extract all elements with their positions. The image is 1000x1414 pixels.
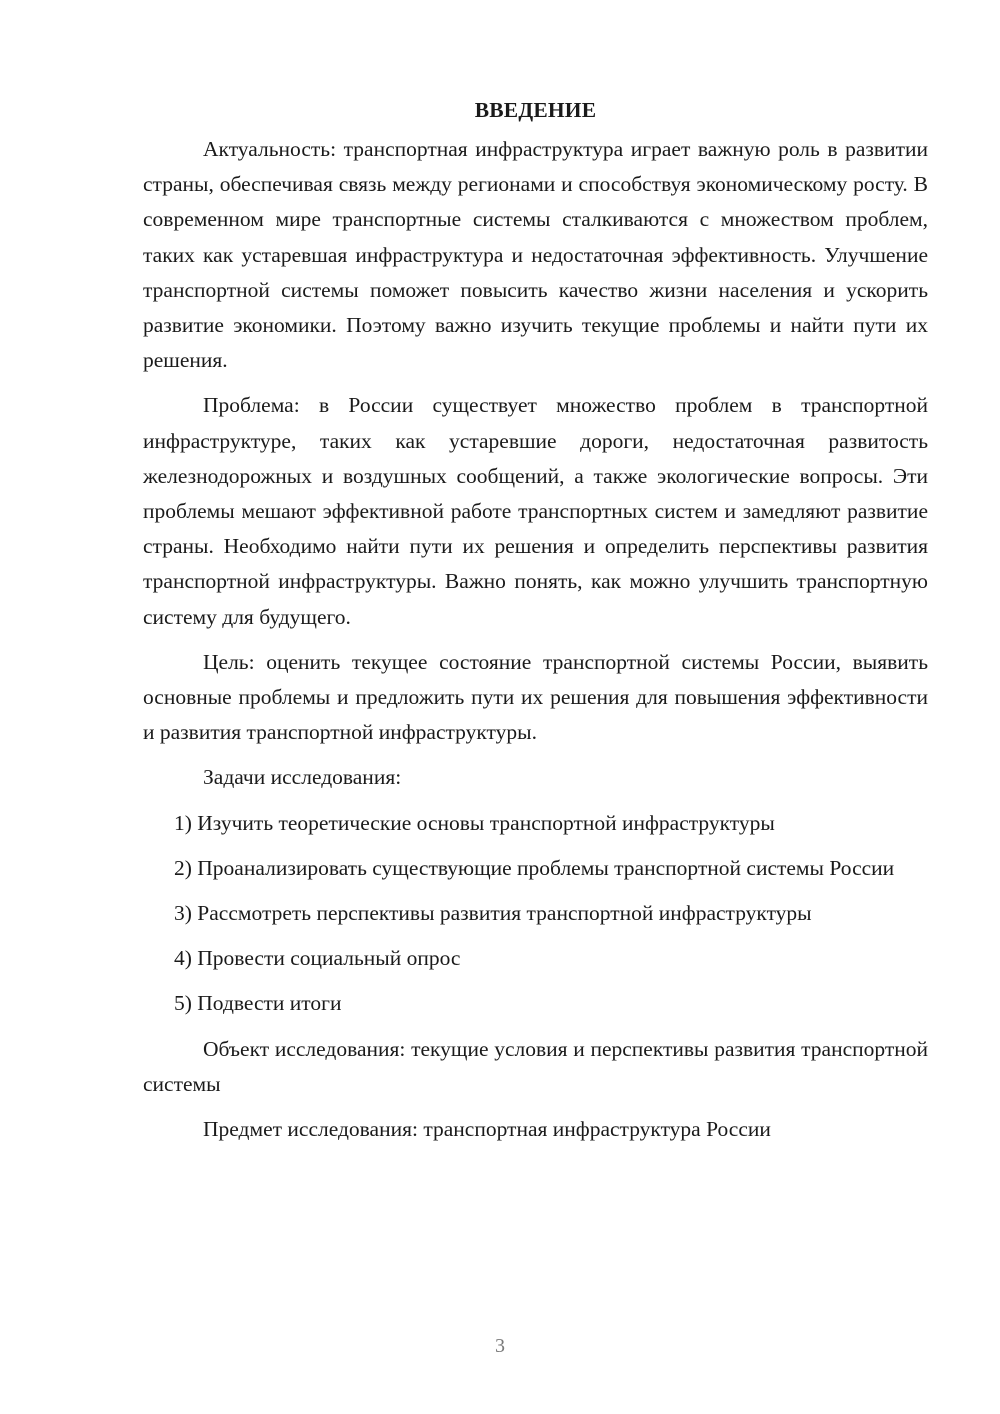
subject-paragraph: Предмет исследования: транспортная инфраструктура России [203, 1117, 771, 1142]
task-item: 3) Рассмотреть перспективы развития транспортной инфраструктуры [174, 901, 812, 926]
section-heading: ВВЕДЕНИЕ [474, 98, 597, 122]
goal-paragraph: Цель: оценить текущее состояние транспортной системы России, выявить основные проблемы и предложить пути их решения для повышения эффективности и развития транспортной инфраструктуры. [143, 649, 928, 745]
task-item: 1) Изучить теоретические основы транспортной инфраструктуры [174, 810, 775, 835]
page-content [143, 93, 928, 1157]
task-item: 4) Провести социальный опрос [174, 946, 461, 971]
tasks-heading: Задачи исследования: [203, 765, 402, 790]
task-item: 5) Подвести итоги [174, 991, 342, 1016]
task-item: 2) Проанализировать существующие проблемы транспортной системы России [174, 855, 895, 880]
page-number: 3 [495, 1335, 505, 1357]
object-paragraph: Объект исследования: текущие условия и перспективы развития транспортной системы [143, 1036, 928, 1096]
problem-paragraph: Проблема: в России существует множество проблем в транспортной инфраструктуре, таких как устаревшие дороги, недостаточная развитость железнодорожных и воздушных сообщений, а также экологические вопросы. Эти проблемы мешают эффективной работе транспортных систем и замедляют развитие страны. Необходимо найти пути их решения и определить перспективы развития транспортной инфраструктуры. Важно понять, как можно улучшить транспортную систему для будущего. [143, 393, 928, 629]
relevance-paragraph: Актуальность: транспортная инфраструктура играет важную роль в развитии страны, обеспечивая связь между регионами и способствуя экономическому росту. В современном мире транспортные системы сталкиваются с множеством проблем, таких как устаревшая инфраструктура и недостаточная эффективность. Улучшение транспортной системы поможет повысить качество жизни населения и ускорить развитие экономики. Поэтому важно изучить текущие проблемы и найти пути их решения. [143, 137, 928, 373]
